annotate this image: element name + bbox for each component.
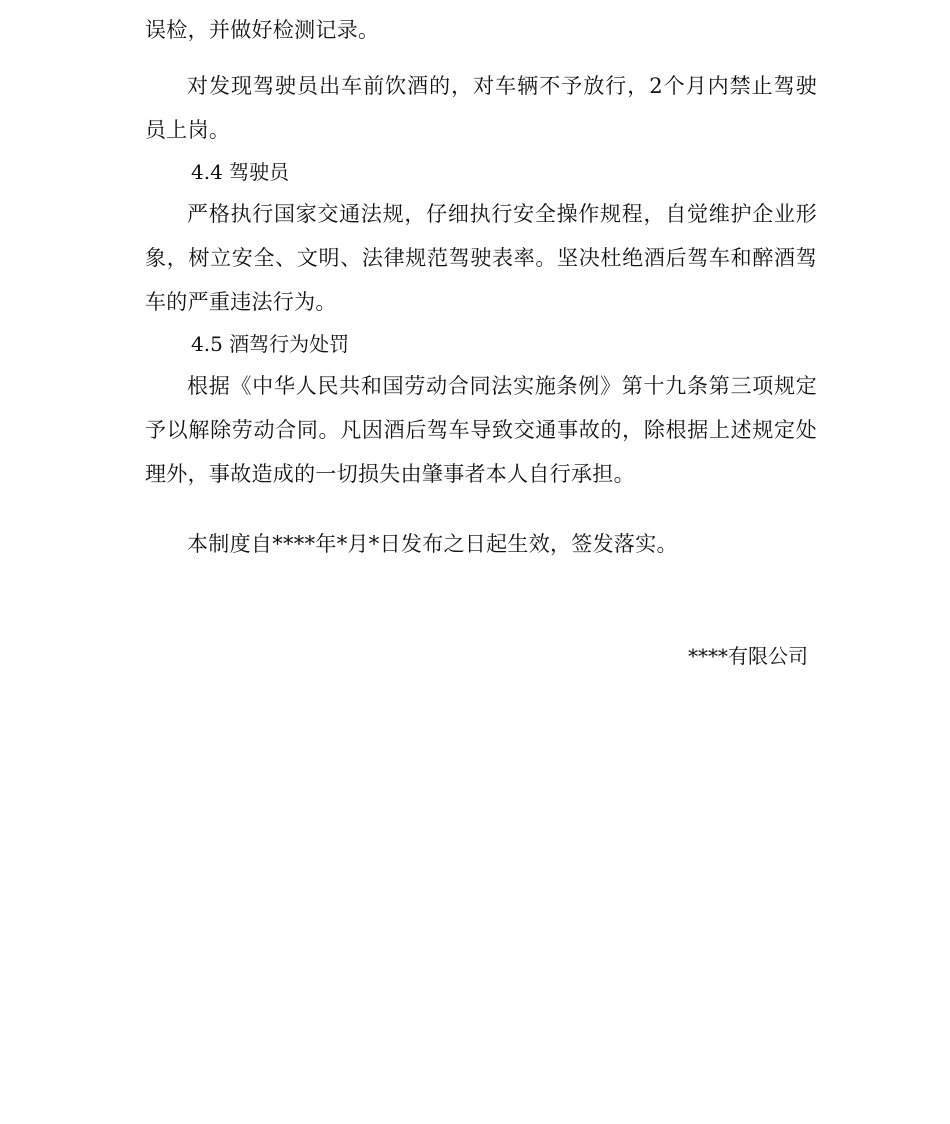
spacer [145,496,817,522]
paragraph-driver-duties: 严格执行国家交通法规，仔细执行安全操作规程，自觉维护企业形象，树立安全、文明、法律规范驾驶表率。坚决杜绝酒后驾车和醉酒驾车的严重违法行为。 [145,202,817,314]
paragraph-continuation: 误检，并做好检测记录。 [145,18,380,42]
company-signature: ****有限公司 [688,644,808,668]
paragraph-effective-date: 本制度自****年*月*日发布之日起生效，签发落实。 [187,532,678,556]
paragraph-drunk-driver-policy: 对发现驾驶员出车前饮酒的，对车辆不予放行，2个月内禁止驾驶员上岗。 [145,74,817,142]
paragraph-penalties: 根据《中华人民共和国劳动合同法实施条例》第十九条第三项规定予以解除劳动合同。凡因酒后驾车导致交通事故的，除根据上述规定处理外，事故造成的一切损失由肇事者本人自行承担。 [145,374,817,486]
section-heading-4-4: 4.4 驾驶员 [191,160,290,184]
spacer [145,52,817,64]
document-body [145,8,817,566]
section-heading-4-5: 4.5 酒驾行为处罚 [191,332,350,356]
